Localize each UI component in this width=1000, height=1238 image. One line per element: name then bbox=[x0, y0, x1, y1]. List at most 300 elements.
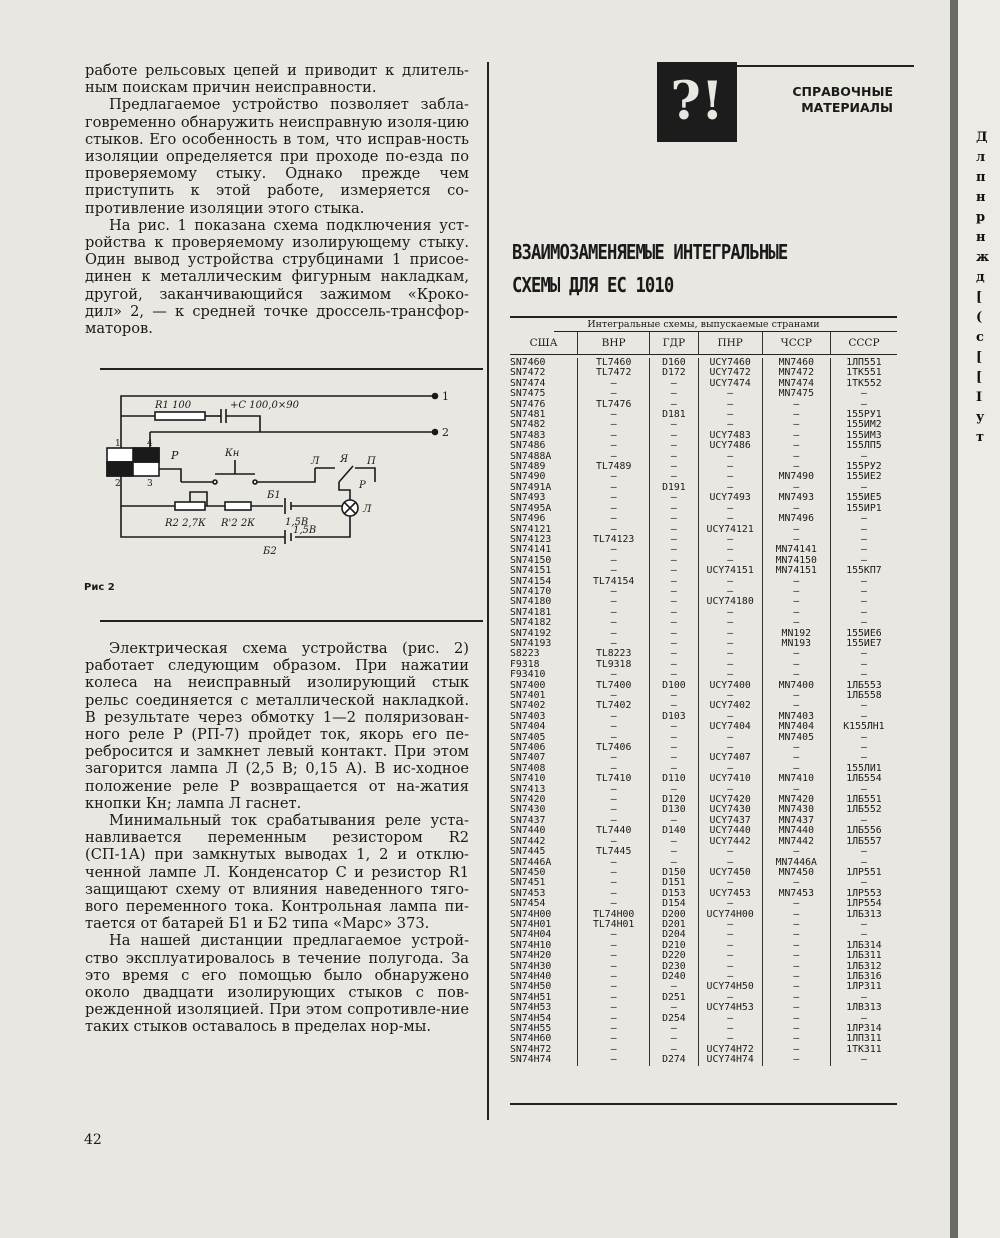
table-cell: 1ТК551 bbox=[846, 367, 882, 379]
table-bottom-rule bbox=[510, 1103, 897, 1105]
table-cell: — bbox=[727, 502, 734, 514]
paragraph: работе рельсовых цепей и приводит к длитель-ным поискам причин неисправности. bbox=[85, 62, 469, 97]
table-cell: — bbox=[793, 960, 800, 972]
table-cell: SN7408 bbox=[510, 762, 546, 774]
table-cell: — bbox=[727, 544, 734, 556]
table-cell: — bbox=[610, 544, 617, 556]
table-cell: MN7442 bbox=[778, 835, 814, 847]
table-cell: SN7454 bbox=[510, 898, 546, 910]
table-cell: — bbox=[727, 762, 734, 774]
table-cell: SN7404 bbox=[510, 721, 546, 733]
table-cell: — bbox=[860, 669, 867, 681]
table-cell: MN7404 bbox=[778, 721, 814, 733]
table-cell: — bbox=[727, 960, 734, 972]
table-cell: — bbox=[860, 991, 867, 1003]
table-cell: — bbox=[727, 1033, 734, 1045]
table-cell: 1ЛБ557 bbox=[846, 835, 882, 847]
table-cell: — bbox=[670, 377, 677, 389]
table-cell: SN7493 bbox=[510, 492, 546, 504]
table-cell: D130 bbox=[662, 804, 686, 816]
table-cell: — bbox=[670, 575, 677, 587]
table-cell: — bbox=[610, 492, 617, 504]
table-cell: — bbox=[860, 658, 867, 670]
table-cell: UCY7453 bbox=[709, 887, 751, 899]
table-cell: SN74H04 bbox=[510, 929, 552, 941]
table-cell: MN7475 bbox=[778, 388, 814, 400]
table-cell: — bbox=[670, 981, 677, 993]
table-cell: — bbox=[670, 648, 677, 660]
table-cell: UCY7483 bbox=[709, 429, 751, 441]
table-cell: — bbox=[670, 544, 677, 556]
table-cell: — bbox=[727, 627, 734, 639]
table-cell: — bbox=[610, 1033, 617, 1045]
table-cell: — bbox=[860, 544, 867, 556]
adjacent-page-letter: [ bbox=[976, 290, 983, 305]
divider bbox=[100, 368, 483, 370]
table-cell: — bbox=[670, 617, 677, 629]
description-text bbox=[85, 640, 469, 1036]
table-cell: — bbox=[860, 814, 867, 826]
terminal-1-label: 1 bbox=[442, 390, 449, 403]
table-cell: UCY7460 bbox=[709, 357, 751, 368]
table-cell: — bbox=[670, 565, 677, 577]
table-cell: MN7400 bbox=[778, 679, 814, 691]
table-cell: — bbox=[727, 637, 734, 649]
table-cell: — bbox=[793, 981, 800, 993]
table-cell: 1ТК552 bbox=[846, 377, 882, 389]
table-cell: UCY7420 bbox=[709, 794, 751, 806]
table-cell: 155РУ1 bbox=[846, 409, 882, 421]
table-cell: — bbox=[793, 658, 800, 670]
table-cell: MN7420 bbox=[778, 794, 814, 806]
table-cell: — bbox=[610, 554, 617, 566]
table-cell: D220 bbox=[662, 950, 686, 962]
table-cell: — bbox=[793, 1043, 800, 1055]
table-cell: F93410 bbox=[510, 669, 546, 681]
table-cell: UCY7400 bbox=[709, 679, 751, 691]
table-cell: SN74182 bbox=[510, 617, 552, 629]
paragraph: Электрическая схема устройства (рис. 2) работает следующим образом. При нажатии колеса на неисправный изолирующий стык рельс соединяется с металлической накладкой. В результате через обмотку 1—2 поляризован-ного реле Р (РП-7) пройдет ток, якорь его пе-ребросится и замкнет левый контакт. При этом загорится лампа Л (2,5 В; 0,15 А). В ис-ходное положение реле Р возвращается от на-жатия кнопки Кн; лампа Л гаснет. bbox=[85, 640, 469, 812]
table-cell: 155ЛИ1 bbox=[846, 762, 882, 774]
table-cell: UCY7402 bbox=[709, 700, 751, 712]
table-cell: SN74H10 bbox=[510, 939, 552, 951]
table-cell: — bbox=[610, 898, 617, 910]
table-cell: TL74H01 bbox=[593, 918, 635, 930]
table-cell: 1ЛБ558 bbox=[846, 690, 882, 701]
table-cell: TL7460 bbox=[595, 357, 632, 368]
table-cell: — bbox=[670, 471, 677, 483]
table-cell: — bbox=[727, 710, 734, 722]
table-cell: — bbox=[727, 898, 734, 910]
table-cell: TL7406 bbox=[595, 742, 632, 754]
table-cell: MN7440 bbox=[778, 825, 814, 837]
table-cell: — bbox=[610, 856, 617, 868]
table-cell: TL74H00 bbox=[593, 908, 635, 920]
intro-text bbox=[85, 62, 469, 337]
table-cell: — bbox=[860, 398, 867, 410]
table-cell: — bbox=[793, 429, 800, 441]
adjacent-page-letter: у bbox=[976, 410, 985, 425]
table-cell: — bbox=[610, 1043, 617, 1055]
table-cell: — bbox=[860, 585, 867, 597]
ic-equivalence-table bbox=[510, 316, 897, 1066]
table-cell: — bbox=[727, 1012, 734, 1024]
figure-caption: Рис 2 bbox=[84, 582, 115, 593]
table-cell: SN74H20 bbox=[510, 950, 552, 962]
table-cell: — bbox=[727, 918, 734, 930]
table-cell: — bbox=[727, 398, 734, 410]
table-cell: — bbox=[670, 1043, 677, 1055]
table-cell: — bbox=[727, 617, 734, 629]
table-cell: SN74H53 bbox=[510, 1002, 552, 1014]
reference-logo-icon: ?! bbox=[657, 62, 737, 142]
table-cell: — bbox=[793, 481, 800, 493]
table-cell: SN7491A bbox=[510, 481, 552, 493]
table-cell: SN7495A bbox=[510, 502, 552, 514]
table-cell: — bbox=[610, 617, 617, 629]
table-cell: SN7453 bbox=[510, 887, 546, 899]
table-cell: SN7410 bbox=[510, 773, 546, 785]
table-cell: — bbox=[793, 700, 800, 712]
table-cell: SN7437 bbox=[510, 814, 546, 826]
table-cell: — bbox=[793, 409, 800, 421]
table-cell: — bbox=[670, 606, 677, 618]
table-cell: — bbox=[610, 585, 617, 597]
table-cell: — bbox=[727, 742, 734, 754]
table-cell: — bbox=[860, 918, 867, 930]
table-cell: — bbox=[610, 731, 617, 743]
table-cell: — bbox=[727, 658, 734, 670]
table-cell: SN74181 bbox=[510, 606, 552, 618]
article-headline: ВЗАИМОЗАМЕНЯЕМЫЕ ИНТЕГРАЛЬНЫЕ СХЕМЫ ДЛЯ ЕС 1010 bbox=[512, 240, 788, 297]
table-cell: SN74H30 bbox=[510, 960, 552, 972]
table-cell: — bbox=[793, 846, 800, 858]
table-cell: MN7410 bbox=[778, 773, 814, 785]
table-cell: — bbox=[860, 575, 867, 587]
table-cell: MN7437 bbox=[778, 814, 814, 826]
table-cell: — bbox=[670, 388, 677, 400]
table-cell: — bbox=[670, 596, 677, 608]
table-cell: TL74154 bbox=[593, 575, 635, 587]
table-cell: D151 bbox=[662, 877, 686, 889]
table-cell: 1ЛП311 bbox=[846, 1033, 882, 1045]
table-cell: S8223 bbox=[510, 648, 540, 660]
table-cell: SN7420 bbox=[510, 794, 546, 806]
table-cell: SN7476 bbox=[510, 398, 546, 410]
table-cell: — bbox=[793, 991, 800, 1003]
table-cell: — bbox=[670, 585, 677, 597]
r2-label: R2 2,7К bbox=[165, 518, 206, 529]
table-cell: — bbox=[793, 1033, 800, 1045]
svg-text:2: 2 bbox=[115, 479, 121, 489]
table-cell: — bbox=[727, 1023, 734, 1034]
table-cell: — bbox=[610, 596, 617, 608]
table-cell: SN7407 bbox=[510, 752, 546, 764]
svg-text:1,5В: 1,5В bbox=[285, 517, 309, 528]
table-cell: — bbox=[610, 419, 617, 431]
table-cell: 1ЛР311 bbox=[846, 981, 882, 993]
table-cell: MN74151 bbox=[775, 565, 817, 577]
table-cell: — bbox=[610, 887, 617, 899]
table-cell: D200 bbox=[662, 908, 686, 920]
table-cell: SN7490 bbox=[510, 471, 546, 483]
table-cell: SN7430 bbox=[510, 804, 546, 816]
table-column bbox=[649, 358, 697, 1066]
table-cell: SN7450 bbox=[510, 866, 546, 878]
table-cell: D251 bbox=[662, 991, 686, 1003]
table-cell: SN7460 bbox=[510, 357, 546, 368]
table-cell: — bbox=[610, 513, 617, 525]
table-cell: — bbox=[793, 1023, 800, 1034]
table-cell: TL7410 bbox=[595, 773, 632, 785]
table-cell: SN74H55 bbox=[510, 1023, 552, 1034]
section-label: СПРАВОЧНЫЕ МАТЕРИАЛЫ bbox=[792, 84, 893, 115]
table-cell: — bbox=[860, 742, 867, 754]
table-cell: D150 bbox=[662, 866, 686, 878]
table-cell: SN74151 bbox=[510, 565, 552, 577]
table-cell: — bbox=[727, 877, 734, 889]
table-cell: TL9318 bbox=[595, 658, 632, 670]
table-cell: — bbox=[860, 783, 867, 795]
table-cell: TL7489 bbox=[595, 461, 632, 473]
table-cell: — bbox=[793, 950, 800, 962]
table-cell: MN7405 bbox=[778, 731, 814, 743]
table-cell: — bbox=[860, 856, 867, 868]
table-cell: UCY74H50 bbox=[706, 981, 754, 993]
table-cell: — bbox=[670, 461, 677, 473]
table-cell: SN74H00 bbox=[510, 908, 552, 920]
table-column bbox=[577, 358, 649, 1066]
table-cell: — bbox=[727, 731, 734, 743]
lamp-label: Л bbox=[363, 504, 372, 515]
table-cell: UCY7440 bbox=[709, 825, 751, 837]
table-cell: MN7472 bbox=[778, 367, 814, 379]
table-cell: — bbox=[670, 690, 677, 701]
table-cell: — bbox=[610, 627, 617, 639]
table-cell: — bbox=[610, 502, 617, 514]
table-cell: 155ИЕ6 bbox=[846, 627, 882, 639]
table-cell: TL7472 bbox=[595, 367, 632, 379]
table-cell: MN7490 bbox=[778, 471, 814, 483]
table-cell: — bbox=[860, 388, 867, 400]
table-cell: SN74123 bbox=[510, 533, 552, 545]
table-cell: 155ИР1 bbox=[846, 502, 882, 514]
table-cell: — bbox=[610, 377, 617, 389]
table-cell: — bbox=[610, 752, 617, 764]
adjacent-page-letter: ( bbox=[976, 310, 983, 325]
table-cell: — bbox=[860, 1012, 867, 1024]
table-cell: — bbox=[670, 419, 677, 431]
table-cell: — bbox=[793, 877, 800, 889]
table-cell: — bbox=[793, 669, 800, 681]
table-cell: 1ЛБ316 bbox=[846, 970, 882, 982]
table-cell: — bbox=[793, 742, 800, 754]
table-cell: MN7460 bbox=[778, 357, 814, 368]
table-cell: — bbox=[610, 866, 617, 878]
table-cell: — bbox=[670, 731, 677, 743]
table-cell: SN7446A bbox=[510, 856, 552, 868]
table-cell: SN74154 bbox=[510, 575, 552, 587]
table-cell: SN7440 bbox=[510, 825, 546, 837]
table-cell: — bbox=[670, 783, 677, 795]
table-cell: D110 bbox=[662, 773, 686, 785]
table-cell: 155ИЕ5 bbox=[846, 492, 882, 504]
table-cell: TL7400 bbox=[595, 679, 632, 691]
table-cell: — bbox=[727, 669, 734, 681]
table-cell: SN7442 bbox=[510, 835, 546, 847]
table-cell: UCY7430 bbox=[709, 804, 751, 816]
table-cell: — bbox=[610, 991, 617, 1003]
adjacent-page-letter: ж bbox=[976, 250, 990, 265]
table-cell: D274 bbox=[662, 1054, 686, 1066]
adjacent-page-letter: п bbox=[976, 170, 986, 185]
adjacent-page-letter: Д bbox=[976, 130, 988, 145]
table-cell: — bbox=[860, 710, 867, 722]
table-cell: UCY7493 bbox=[709, 492, 751, 504]
svg-text:Я: Я bbox=[340, 454, 349, 465]
table-cell: 1ЛП551 bbox=[846, 357, 882, 368]
table-cell: UCY7486 bbox=[709, 440, 751, 452]
table-cell: — bbox=[670, 492, 677, 504]
table-cell: — bbox=[670, 762, 677, 774]
table-cell: D153 bbox=[662, 887, 686, 899]
adjacent-page-letter: р bbox=[976, 210, 986, 225]
table-cell: SN7482 bbox=[510, 419, 546, 431]
table-cell: 155ИЕ7 bbox=[846, 637, 882, 649]
table-cell: TL7440 bbox=[595, 825, 632, 837]
table-cell: D201 bbox=[662, 918, 686, 930]
table-cell: — bbox=[860, 523, 867, 535]
table-cell: — bbox=[670, 742, 677, 754]
table-cell: UCY7450 bbox=[709, 866, 751, 878]
table-cell: — bbox=[610, 762, 617, 774]
table-cell: — bbox=[610, 440, 617, 452]
adjacent-page-letter: I bbox=[976, 390, 983, 405]
svg-text:Р: Р bbox=[359, 480, 366, 491]
table-cell: — bbox=[793, 939, 800, 951]
svg-text:П: П bbox=[367, 456, 376, 467]
table-cell: D172 bbox=[662, 367, 686, 379]
table-cell: — bbox=[727, 846, 734, 858]
table-cell: — bbox=[610, 388, 617, 400]
table-cell: — bbox=[670, 440, 677, 452]
table-cell: UCY74H00 bbox=[706, 908, 754, 920]
table-cell: К155ЛН1 bbox=[843, 721, 885, 733]
table-cell: SN7496 bbox=[510, 513, 546, 525]
table-cell: — bbox=[610, 669, 617, 681]
table-cell: — bbox=[610, 970, 617, 982]
table-cell: SN74180 bbox=[510, 596, 552, 608]
table-cell: — bbox=[610, 429, 617, 441]
table-cell: — bbox=[860, 700, 867, 712]
table-cell: TL74123 bbox=[593, 533, 635, 545]
table-cell: — bbox=[727, 481, 734, 493]
table-cell: 155ИЕ2 bbox=[846, 471, 882, 483]
header-ussr: СССР bbox=[830, 332, 897, 354]
table-cell: — bbox=[793, 398, 800, 410]
table-cell: D160 bbox=[662, 357, 686, 368]
table-cell: — bbox=[727, 648, 734, 660]
table-cell: — bbox=[860, 752, 867, 764]
table-cell: 1ЛР553 bbox=[846, 887, 882, 899]
table-cell: SN7475 bbox=[510, 388, 546, 400]
header-hungary: ВНР bbox=[577, 332, 649, 354]
table-column bbox=[698, 358, 762, 1066]
table-cell: SN74H01 bbox=[510, 918, 552, 930]
table-cell: — bbox=[670, 429, 677, 441]
table-cell: — bbox=[727, 690, 734, 701]
table-cell: — bbox=[793, 918, 800, 930]
table-cell: — bbox=[670, 856, 677, 868]
table-cell: D181 bbox=[662, 409, 686, 421]
table-cell: — bbox=[670, 669, 677, 681]
table-cell: — bbox=[793, 461, 800, 473]
table-cell: — bbox=[727, 856, 734, 868]
svg-text:1,5В: 1,5В bbox=[293, 525, 317, 536]
table-cell: — bbox=[670, 1002, 677, 1014]
table-cell: — bbox=[727, 575, 734, 587]
table-cell: — bbox=[860, 648, 867, 660]
table-cell: SN7483 bbox=[510, 429, 546, 441]
header-usa: США bbox=[529, 337, 558, 349]
table-cell: 1ЛБ312 bbox=[846, 960, 882, 972]
table-cell: SN7403 bbox=[510, 710, 546, 722]
table-cell: SN7405 bbox=[510, 731, 546, 743]
table-cell: — bbox=[793, 970, 800, 982]
table-cell: — bbox=[610, 710, 617, 722]
table-cell: — bbox=[793, 762, 800, 774]
table-cell: F9318 bbox=[510, 658, 540, 670]
table-cell: D103 bbox=[662, 710, 686, 722]
table-cell: — bbox=[670, 523, 677, 535]
table-cell: SN74193 bbox=[510, 637, 552, 649]
table-cell: 155ЛП5 bbox=[846, 440, 882, 452]
table-cell: — bbox=[670, 637, 677, 649]
table-cell: SN74121 bbox=[510, 523, 552, 535]
table-cell: — bbox=[610, 835, 617, 847]
table-cell: — bbox=[610, 1012, 617, 1024]
table-cell: UCY74H74 bbox=[706, 1054, 754, 1066]
table-cell: MN7496 bbox=[778, 513, 814, 525]
table-cell: SN74H51 bbox=[510, 991, 552, 1003]
circuit-diagram bbox=[95, 382, 460, 572]
table-cell: 155РУ2 bbox=[846, 461, 882, 473]
table-cell: — bbox=[860, 533, 867, 545]
table-cell: — bbox=[610, 929, 617, 941]
table-cell: — bbox=[610, 981, 617, 993]
table-cell: — bbox=[793, 898, 800, 910]
table-cell: — bbox=[670, 752, 677, 764]
header-gdr: ГДР bbox=[649, 332, 697, 354]
table-cell: 1ЛР554 bbox=[846, 898, 882, 910]
table-cell: 1ЛБ552 bbox=[846, 804, 882, 816]
table-cell: MN7474 bbox=[778, 377, 814, 389]
svg-text:3: 3 bbox=[147, 479, 153, 489]
page-number: 42 bbox=[84, 1132, 102, 1148]
table-cell: UCY7437 bbox=[709, 814, 751, 826]
table-cell: — bbox=[610, 637, 617, 649]
table-cell: — bbox=[670, 835, 677, 847]
table-cell: — bbox=[793, 648, 800, 660]
table-cell: — bbox=[860, 513, 867, 525]
table-cell: — bbox=[727, 939, 734, 951]
table-cell: — bbox=[610, 523, 617, 535]
table-cell: — bbox=[727, 471, 734, 483]
table-cell: — bbox=[860, 596, 867, 608]
svg-text:Б2: Б2 bbox=[263, 546, 277, 557]
button-label: Кн bbox=[225, 448, 240, 459]
table-cell: SN7402 bbox=[510, 700, 546, 712]
